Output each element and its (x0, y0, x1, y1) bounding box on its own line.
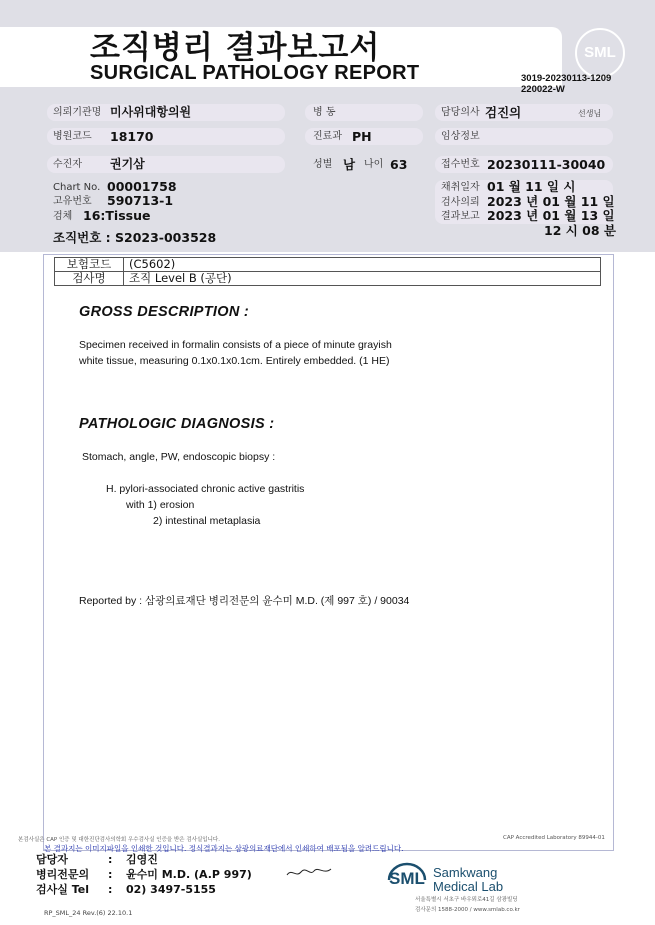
dept-value: PH (352, 129, 372, 144)
institution-value: 미사위대항의원 (110, 105, 192, 119)
pill-patient (47, 156, 285, 173)
doctor-suffix: 선생님 (578, 109, 602, 118)
insurance-code-value: (C5602) (124, 258, 601, 272)
unique-value: 590713-1 (107, 193, 174, 208)
report-id-suffix: 220022-W (521, 84, 565, 95)
receipt-value: 20230111-30040 (487, 157, 606, 172)
result-time: 12 시 08 분 (544, 223, 616, 238)
reported-by: Reported by : 삼광의료재단 병리전문의 윤수미 M.D. (제 997 호) / 90034 (79, 595, 410, 607)
report-id: 3019-20230113-1209 (521, 73, 612, 84)
hospital-code-label: 병원코드 (53, 131, 92, 142)
doctor-label: 담당의사 (441, 107, 480, 118)
clinical-label: 임상정보 (441, 131, 480, 142)
dept-label: 진료과 (313, 131, 342, 142)
institution-label: 의뢰기관명 (53, 107, 102, 118)
gross-line-1: Specimen received in formalin consists of a piece of minute grayish (79, 339, 392, 351)
test-name-label: 검사명 (55, 272, 124, 286)
pathologist-value: 윤수미 M.D. (A.P 997) (126, 868, 252, 881)
lab-name-line-2: Medical Lab (433, 879, 504, 894)
tel-value: 02) 3497-5155 (126, 883, 216, 896)
collect-value: 01 월 11 일 시 (487, 179, 576, 194)
receipt-label: 접수번호 (441, 159, 480, 170)
lab-contact: 검사문의 1588-2000 / www.smlab.co.kr (415, 907, 520, 913)
report-title-english: SURGICAL PATHOLOGY REPORT (90, 62, 420, 84)
age-label: 나이 (364, 159, 384, 170)
collect-label: 채취일자 (441, 182, 480, 193)
code-table (54, 257, 601, 286)
patient-value: 권기삼 (110, 157, 145, 171)
request-label: 검사의뢰 (441, 197, 480, 208)
insurance-code-label: 보험코드 (55, 258, 124, 272)
cap-note: CAP Accredited Laboratory 89944-01 (503, 835, 605, 841)
lab-logo (385, 860, 429, 888)
diagnosis-line-3: 2) intestinal metaplasia (153, 515, 261, 527)
patient-label: 수진자 (53, 159, 82, 170)
report-title-korean: 조직병리 결과보고서 (90, 30, 381, 66)
manager-label: 담당자 (36, 853, 68, 866)
form-code: RP_SML_24 Rev.(6) 22.10.1 (44, 909, 133, 917)
table-row (55, 258, 601, 272)
accreditation-note: 본검사실은 CAP 인증 및 대한진단검사의학회 우수검사실 인증을 받은 검사실입니다. (18, 837, 220, 843)
gross-line-2: white tissue, measuring 0.1x0.1x0.1cm. Entirely embedded. (1 HE) (79, 355, 390, 367)
lab-name-line-1: Samkwang (433, 865, 498, 880)
signature-image (284, 864, 334, 880)
result-value: 2023 년 01 월 13 일 (487, 208, 615, 223)
diagnosis-site: Stomach, angle, PW, endoscopic biopsy : (82, 451, 276, 463)
specimen-value: 16:Tissue (83, 208, 151, 223)
diagnosis-line-2: with 1) erosion (126, 499, 195, 511)
diagnosis-heading: PATHOLOGIC DIAGNOSIS : (79, 416, 275, 432)
age-value: 63 (390, 157, 408, 172)
diagnosis-line-1: H. pylori-associated chronic active gastritis (106, 483, 305, 495)
specimen-label: 검체 (53, 211, 73, 222)
unique-label: 고유번호 (53, 196, 92, 207)
sml-logo: SML (575, 28, 625, 78)
hospital-code-value: 18170 (110, 129, 154, 144)
doctor-value: 검진의 (485, 105, 522, 120)
chart-value: 00001758 (107, 179, 177, 194)
tissue-number: 조직번호 : S2023-003528 (53, 230, 217, 245)
manager-value: 김영진 (126, 853, 158, 866)
pathologist-label: 병리전문의 (36, 868, 90, 881)
print-notice: 본 결과지는 이미지파일을 인쇄한 것입니다. 정식결과지는 삼광의료재단에서 인쇄하여 배포됨을 알려드립니다. (44, 844, 404, 853)
result-label: 결과보고 (441, 211, 480, 222)
lab-logo-text: SML (389, 869, 425, 888)
tel-label: 검사실 Tel (36, 883, 89, 896)
table-row (55, 272, 601, 286)
chart-label: Chart No. (53, 182, 101, 193)
sex-label: 성별 (313, 159, 333, 170)
colon: : (108, 868, 113, 881)
test-name-value: 조직 Level B (공단) (124, 272, 601, 286)
colon: : (108, 853, 113, 866)
sex-value: 남 (343, 157, 356, 172)
lab-address: 서울특별시 서초구 바우뫼로41길 삼광빌딩 (415, 897, 518, 903)
colon: : (108, 883, 113, 896)
gross-heading: GROSS DESCRIPTION : (79, 304, 250, 320)
request-value: 2023 년 01 월 11 일 (487, 194, 615, 209)
ward-label: 병 동 (313, 107, 336, 118)
